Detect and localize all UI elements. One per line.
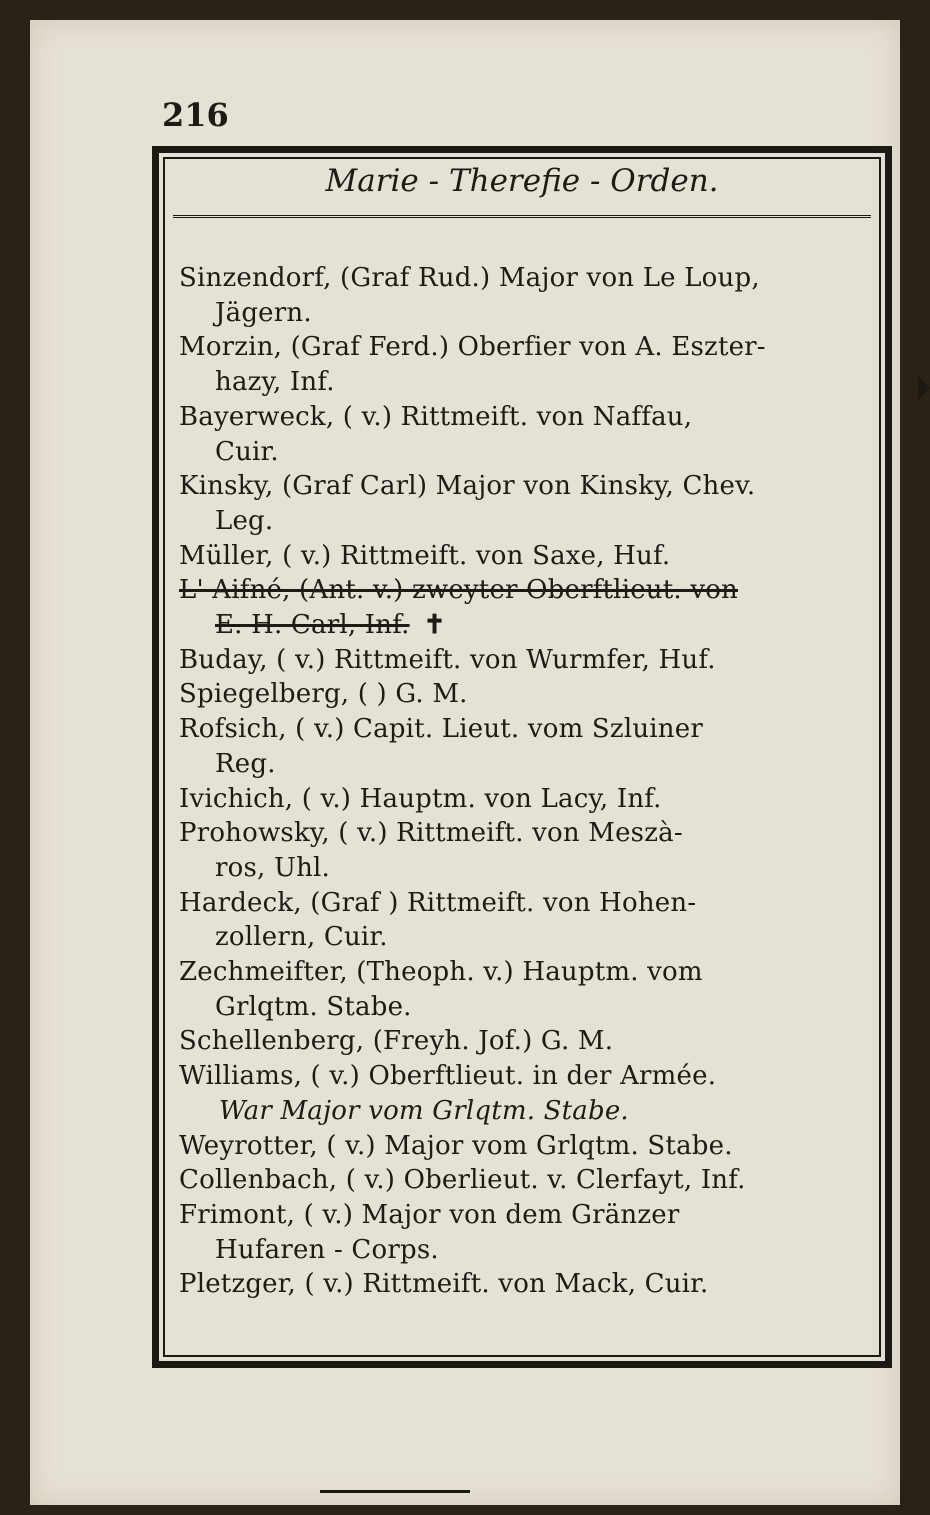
- entry-line: [179, 782, 877, 817]
- entry-continuation-line: [179, 435, 877, 470]
- entry-line: [179, 1024, 877, 1059]
- book-page: [30, 20, 900, 1505]
- entry-line: [179, 712, 877, 747]
- entry-line: [179, 677, 877, 712]
- entry-continuation-line: [179, 990, 877, 1025]
- entry-list: [179, 261, 877, 1302]
- list-item: [179, 955, 877, 1024]
- entry-text: Jägern.: [215, 297, 312, 328]
- list-item: [179, 1163, 877, 1198]
- entry-line: [179, 400, 877, 435]
- entry-text: Rofsich, ( v.) Capit. Lieut. vom Szluiner: [179, 714, 703, 745]
- list-item: [179, 643, 877, 678]
- entry-text: Grlqtm. Stabe.: [215, 991, 412, 1022]
- entry-text: Bayerweck, ( v.) Rittmeift. von Naffau,: [179, 401, 693, 432]
- entry-text: Ivichich, ( v.) Hauptm. von Lacy, Inf.: [179, 783, 662, 814]
- list-item: [179, 677, 877, 712]
- entry-text: L' Aifné, (Ant. v.) zweyter Oberftlieut. von: [179, 575, 739, 606]
- list-item: [179, 712, 877, 781]
- entry-text: Weyrotter, ( v.) Major vom Grlqtm. Stabe.: [179, 1130, 733, 1161]
- page-frame: [152, 146, 892, 1368]
- entry-text: Schellenberg, (Freyh. Jof.) G. M.: [179, 1026, 614, 1057]
- list-item: [179, 400, 877, 469]
- entry-continuation-line: [179, 1233, 877, 1268]
- entry-line: [179, 330, 877, 365]
- entry-line: [179, 469, 877, 504]
- entry-text: ros, Uhl.: [215, 852, 330, 883]
- entry-text: Sinzendorf, (Graf Rud.) Major von Le Loup,: [179, 263, 760, 293]
- entry-line: [179, 955, 877, 990]
- entry-line: [179, 1129, 877, 1164]
- page-number: 216: [162, 96, 229, 134]
- list-item: [179, 573, 877, 642]
- entry-line: [179, 886, 877, 921]
- entry-text: Zechmeifter, (Theoph. v.) Hauptm. vom: [179, 957, 703, 988]
- list-item: [179, 1129, 877, 1164]
- list-item: [179, 1198, 877, 1267]
- entry-text: Hufaren - Corps.: [215, 1234, 439, 1265]
- list-item: [179, 261, 877, 330]
- entry-line: [179, 1267, 877, 1302]
- entry-line: [179, 539, 877, 574]
- entry-line: [179, 1198, 877, 1233]
- entry-continuation-line: [179, 365, 877, 400]
- entry-continuation-line: [179, 747, 877, 782]
- entry-text: zollern, Cuir.: [215, 922, 388, 953]
- entry-text: Williams, ( v.) Oberftlieut. in der Armée.: [179, 1061, 717, 1092]
- list-item: [179, 330, 877, 399]
- closing-rule: [320, 1490, 470, 1493]
- list-item: [179, 1059, 877, 1094]
- entry-line: [179, 1059, 877, 1094]
- entry-continuation-line: [179, 920, 877, 955]
- entry-line: [179, 643, 877, 678]
- entry-text: Reg.: [215, 748, 276, 779]
- list-item: [179, 469, 877, 538]
- entry-text: Kinsky, (Graf Carl) Major von Kinsky, Chev.: [179, 471, 756, 502]
- entry-text: Leg.: [215, 505, 274, 536]
- entry-text: Spiegelberg, ( ) G. M.: [179, 679, 468, 710]
- entry-continuation-line: [179, 608, 877, 643]
- list-item: [179, 816, 877, 885]
- entry-text: Buday, ( v.) Rittmeift. von Wurmfer, Huf.: [179, 644, 716, 675]
- entry-text: Frimont, ( v.) Major von dem Gränzer: [179, 1199, 680, 1230]
- entry-text: Collenbach, ( v.) Oberlieut. v. Clerfayt, Inf.: [179, 1165, 746, 1196]
- entry-line: [179, 573, 877, 608]
- deceased-cross-icon: ✝: [423, 610, 446, 641]
- entry-continuation-line: [179, 296, 877, 331]
- entry-text: War Major vom Grlqtm. Stabe.: [219, 1095, 629, 1126]
- list-item: [179, 539, 877, 574]
- entry-text: Pletzger, ( v.) Rittmeift. von Mack, Cuir.: [179, 1269, 709, 1300]
- entry-text: Hardeck, (Graf ) Rittmeift. von Hohen-: [179, 887, 697, 918]
- list-item: [179, 1267, 877, 1302]
- entry-line: [179, 816, 877, 851]
- list-item: [179, 886, 877, 955]
- header-rule: [173, 215, 871, 222]
- entry-line: [179, 1163, 877, 1198]
- section-header: Marie - Therefie - Orden.: [325, 163, 719, 199]
- entry-text: Cuir.: [215, 436, 279, 467]
- entry-text: E. H. Carl, Inf.: [215, 610, 410, 641]
- entry-continuation-line: [179, 851, 877, 886]
- entry-text: Prohowsky, ( v.) Rittmeift. von Meszà-: [179, 818, 683, 849]
- list-item: [179, 782, 877, 817]
- entry-line: [179, 261, 877, 296]
- list-item: [179, 1024, 877, 1059]
- edge-marker-icon: [918, 376, 930, 400]
- entry-text: Morzin, (Graf Ferd.) Oberfier von A. Eszter-: [179, 332, 766, 363]
- entry-text: hazy, Inf.: [215, 367, 335, 398]
- entry-continuation-line: [179, 504, 877, 539]
- list-item: [179, 1094, 877, 1129]
- entry-text: Müller, ( v.) Rittmeift. von Saxe, Huf.: [179, 540, 671, 571]
- entry-line: [179, 1094, 877, 1129]
